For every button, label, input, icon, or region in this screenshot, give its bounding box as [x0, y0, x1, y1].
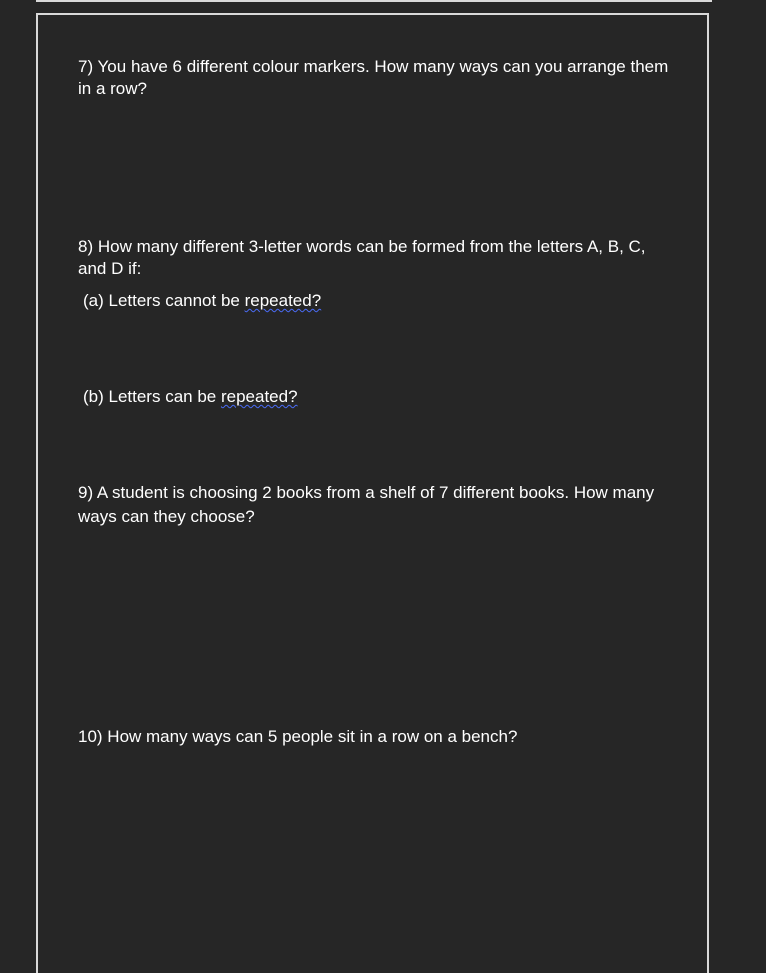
question-8: 8) How many different 3-letter words can be formed from the letters A, B, C, and D if: [78, 237, 646, 278]
question-8b [83, 386, 683, 408]
question-9: 9) A student is choosing 2 books from a shelf of 7 different books. How many ways can they choose? [78, 483, 655, 526]
question-8a [83, 290, 683, 312]
question-7: 7) You have 6 different colour markers. How many ways can you arrange them in a row? [78, 57, 669, 98]
page-top-border [36, 0, 712, 2]
question-10: 10) How many ways can 5 people sit in a row on a bench? [78, 727, 518, 746]
spellcheck-word-8a[interactable]: repeated? [244, 291, 322, 310]
question-8a-prefix: (a) Letters cannot be [83, 291, 245, 310]
spellcheck-word-8b[interactable]: repeated? [220, 387, 298, 406]
question-8b-prefix: (b) Letters can be [83, 387, 221, 406]
